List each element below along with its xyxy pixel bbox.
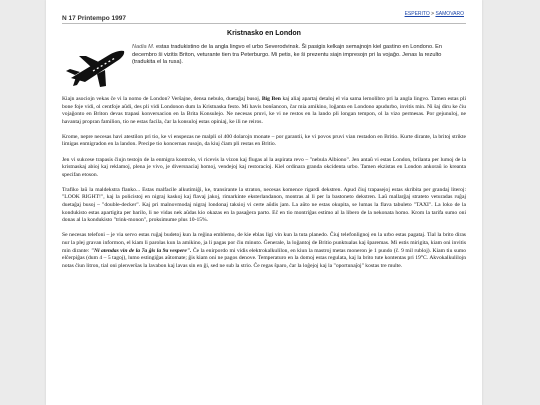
issue-label: N 17 Printempo 1997 bbox=[62, 15, 126, 22]
esperito-link[interactable]: ESPERITO bbox=[404, 11, 430, 17]
article-body bbox=[62, 96, 466, 278]
article-title: Kristnasko en London bbox=[227, 30, 301, 37]
airplane-icon bbox=[63, 44, 131, 90]
intro-text: estas tradukistino de la angla lingvo el urbo Severodvinsk. Ŝi pasigis kelkajn semajnojn kiel gastino en Londono. En decembro ŝi vizitis Briton, veturante tien tra Peterburgo. Mi petis, ke ŝi prezentu siajn impresojn pri la vojaĝo. Jenas la rezulto (tradukita el la rusa). bbox=[132, 44, 443, 66]
samovaro-link[interactable]: SAMOVARO bbox=[435, 11, 464, 17]
paragraph-5: Se necesas telefoni – je via servo estas ruĝaj budetoj kun la reĝina emblemo, de kie eblas ligi vin kun la tuta planedo. Ĉiuj telefonlignoj en la urbo estas pagataj. Tial la brito diras nur la plej gravan informon, el kiam li parolas kun la amikino, ja li pagas por ĉiu minuto. Ĝenerale, la loĝantoj de Britio punktualas kaj ŝparemas. Mi estis mirigita, kiam oni invitis min dirante: "Ni atendas vin de la 7a ĝis la 9a vespere". Ĉe la enirpordo mi vidis elektrokalkulilon, en kiun la mastroj metas moneron je 1 pundo (ĉ. 9 mil rubloj). Kiam tiu sumo elĉerpiĝas (dum 4 – 5 tagoj), lumo estingiĝas aŭtomate; ĝis kiam oni ne pagos denove. Temperaturo en la domoj estas regulata, kaj la brito tute kontentas pri 19°C. Akvokalkulilojn notas ĉiun litron, tial oni plenverŝas la lavabon kaj lavas sin en ĝi, sed ne sub la strio. Ĉe regas ŝparo, ĉar la loĝejoj kaj la "oportunaĵoj" kostas tre multe. bbox=[62, 232, 467, 269]
paragraph-4: Trafiko laŭ la maldekstra flanko... Estas malfacile alkutimiĝi, ke, transirante la straton, necesas komence rigardi dekstren. Apud ĉiuj trapasejoj estas skribita per grandaj literoj: "LOOK RIGHT!", kaj la policistoj en nigraj kaskoj kaj flavaj jakoj, rimarkinte eksterlandanon, montras al li per la bastoneto dekstren. Laŭ mallarĝaj strateto veturadas ruĝaj duetaĝaj busoj – "double-decker". Kaj pri malnovmodaj nigraj londonaj taksioj vi certe aŭdis jam. La aŭto ne estas okupita, se lumas la flava tabuleto "TAXI". La loko de la kondukisto estas apartigita per barilo, li ne vidas nek aŭdas kio okazas en la pasaĝera parto. Eĉ en tio montriĝas estimo al la libero de la nekonata homo. Krom la tarifa sumo oni donas al la kondukisto "trink-monon", proksimume plus 10-15%. bbox=[62, 186, 466, 224]
taxi-sign: "TAXI" bbox=[413, 202, 432, 209]
paragraph-3: Jen vi sukcese trapasis ĉiujn testojn de la enmigra kontrolo, vi ricevis la vizon kaj flugas al la aspirata revo – "nebula Albiono". Jen antaŭ vi estas London, brilanta per lumoj de la kristnaskaj abioj kaj reklamoj, plena je vivo, je diversnaciaj homoj, vendejoj kaj restoracioj. Kiel ordinara granda okcidenta urbo. Tamen ekzistas en London ankoraŭ io kreanta specifan etoson. bbox=[62, 156, 466, 178]
big-ben-term: Big Ben bbox=[261, 96, 281, 102]
paragraph-2: Krome, nepre necesas havi atestilon pri tio, ke vi enspezas ne malpli ol 400 dolarojn monate – por garantii, ke vi povos pruvi vian restadon en Britio. Kurte dirante, la britoj strikte limigas enmigradon en la landon. Precipe tio koncernas rusojn, da kiuj ĉiam pli restas en Britio. bbox=[62, 133, 466, 148]
article-page bbox=[46, 0, 482, 405]
look-right-sign: "LOOK RIGHT!" bbox=[62, 194, 104, 201]
invitation-quote: "Ni atendas vin de la 7a ĝis la 9a vespere". bbox=[90, 247, 192, 254]
top-nav bbox=[405, 11, 464, 17]
header-divider bbox=[62, 23, 466, 24]
double-decker-term: "double-decker" bbox=[102, 202, 139, 209]
nav-separator: > bbox=[429, 11, 436, 17]
intro-author: Nadia M. bbox=[132, 44, 155, 50]
paragraph-1: Kiajn asociojn vekas ĉe vi la nomo de London? Verŝajne, densa nebulo, duetaĝaj busoj, Big Ben kaj aliaj apartaj detaloj el via sama lernolibro pri la angla lingvo. Tamen estas pli bone foje vidi, ol centfoje aŭdi, des pli vidi Londonon dum la Kristnaska festo. Mi havis bonŝancon, ĉar mia amikino, loĝanta en Londono apudurbo, invitis min. Ni ŝaj diru ke ĉiu vojaĝonto en Briton devas trapasi konversacion en la Brita Konsulejo. Ne necesas pruvi, ke vi ne restos en la lando pli longan tempon, ol la vizo permesas. Por gejunuloj, ne havantaj propran familion, tio ne estas facila, ĉar la konsuloj estas opiniaj, ke ili ne reiros. bbox=[62, 96, 467, 125]
article-intro bbox=[132, 44, 462, 67]
